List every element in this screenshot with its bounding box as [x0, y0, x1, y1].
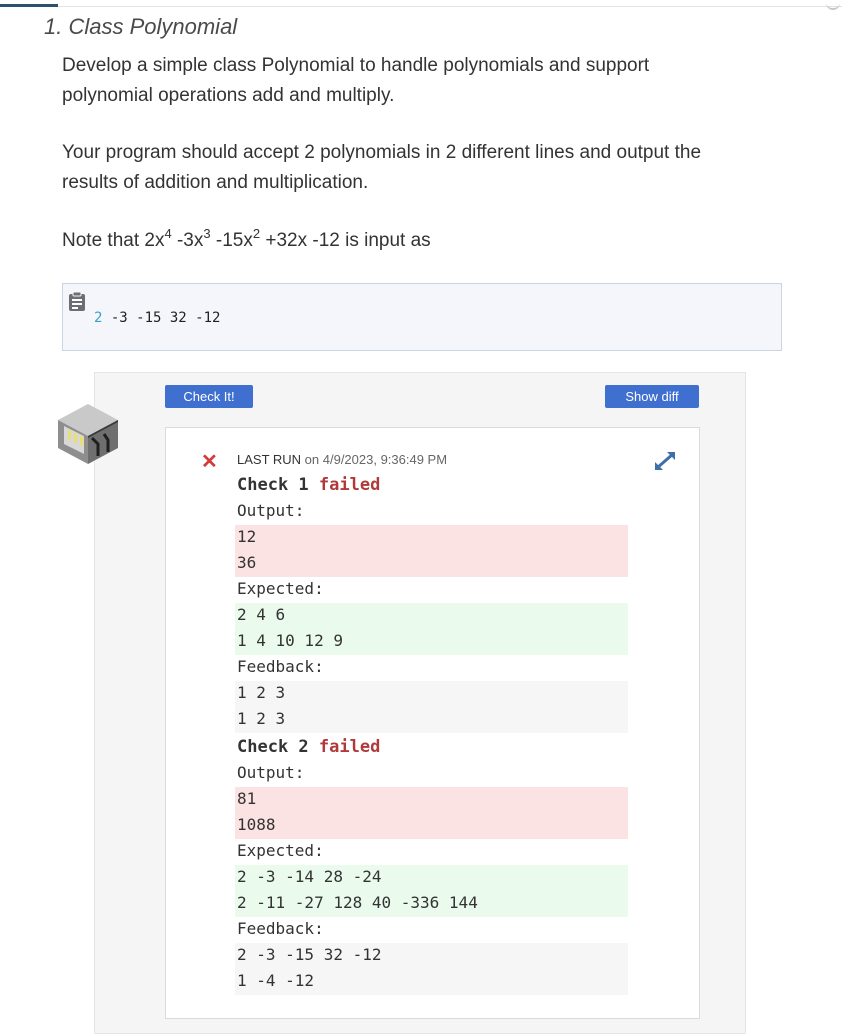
- fail-x-icon: ✕: [201, 451, 218, 473]
- note-exponent-1: 4: [164, 225, 172, 241]
- check-1-feedback-block: [235, 681, 628, 733]
- top-divider: [0, 6, 842, 7]
- check-1-feedback-line-2: 1 2 3: [237, 709, 286, 728]
- clipboard-icon[interactable]: [68, 291, 86, 311]
- robot-avatar-icon: [52, 400, 120, 466]
- question-title: 1. Class Polynomial: [44, 14, 238, 39]
- last-run-info: [237, 452, 447, 467]
- check-2-heading: [237, 734, 380, 760]
- intro-line-1: Develop a simple class Polynomial to handle polynomials and support: [62, 55, 650, 76]
- top-divider-corner: [826, 2, 840, 10]
- check-2-output-line-2: 1088: [237, 815, 276, 834]
- accept-paragraph: [62, 138, 782, 198]
- check-2-output-line-1: 81: [237, 789, 257, 808]
- check-2-output-block: [235, 787, 628, 839]
- note-mid-1: -3x: [171, 230, 204, 251]
- check-1-output-block: [235, 525, 628, 577]
- check-1-expected-label: Expected:: [237, 579, 324, 598]
- check-1-output-line-1: 12: [237, 527, 257, 546]
- check-2-feedback-line-2: 1 -4 -12: [237, 971, 315, 990]
- check-2-output-label: Output:: [237, 763, 305, 782]
- check-2-status: failed: [318, 737, 381, 757]
- check-1-expected-line-2: 1 4 10 12 9: [237, 631, 343, 650]
- check-1-output-label: Output:: [237, 501, 305, 520]
- check-2-expected-line-1: 2 -3 -14 28 -24: [237, 867, 382, 886]
- check-1-expected-line-1: 2 4 6: [237, 605, 286, 624]
- note-prefix: Note that 2x: [62, 230, 165, 251]
- check-1-title: Check 1: [237, 475, 309, 495]
- check-it-button[interactable]: Check It!: [165, 385, 253, 408]
- show-diff-button[interactable]: Show diff: [605, 385, 699, 408]
- check-2-expected-label: Expected:: [237, 841, 324, 860]
- check-2-feedback-label: Feedback:: [237, 919, 324, 938]
- check-1-feedback-line-1: 1 2 3: [237, 683, 286, 702]
- accept-line-2: results of addition and multiplication.: [62, 172, 369, 193]
- code-first-token: 2: [94, 310, 103, 326]
- last-run-time: on 4/9/2023, 9:36:49 PM: [301, 452, 448, 467]
- check-1-output-line-2: 36: [237, 553, 257, 572]
- check-1-heading: [237, 472, 380, 498]
- accept-line-1: Your program should accept 2 polynomials in 2 different lines and output the: [62, 142, 702, 163]
- note-suffix: +32x -12 is input as: [260, 230, 431, 251]
- check-2-feedback-line-1: 2 -3 -15 32 -12: [237, 945, 382, 964]
- code-rest-tokens: -3 -15 32 -12: [102, 310, 221, 326]
- note-paragraph: [62, 226, 782, 256]
- check-1-feedback-label: Feedback:: [237, 657, 324, 676]
- last-run-label: LAST RUN: [237, 452, 302, 467]
- note-exponent-3: 2: [252, 225, 261, 241]
- note-mid-2: -15x: [210, 230, 253, 251]
- intro-paragraph: [62, 51, 782, 111]
- code-example-line: [94, 310, 220, 326]
- check-2-expected-line-2: 2 -11 -27 128 40 -336 144: [237, 893, 478, 912]
- top-divider-accent: [0, 4, 58, 7]
- intro-line-2: polynomial operations add and multiply.: [62, 85, 395, 106]
- expand-icon[interactable]: [653, 450, 677, 472]
- check-1-status: failed: [318, 475, 381, 495]
- note-exponent-2: 3: [203, 225, 211, 241]
- code-example-box: [62, 283, 782, 351]
- check-2-title: Check 2: [237, 737, 309, 757]
